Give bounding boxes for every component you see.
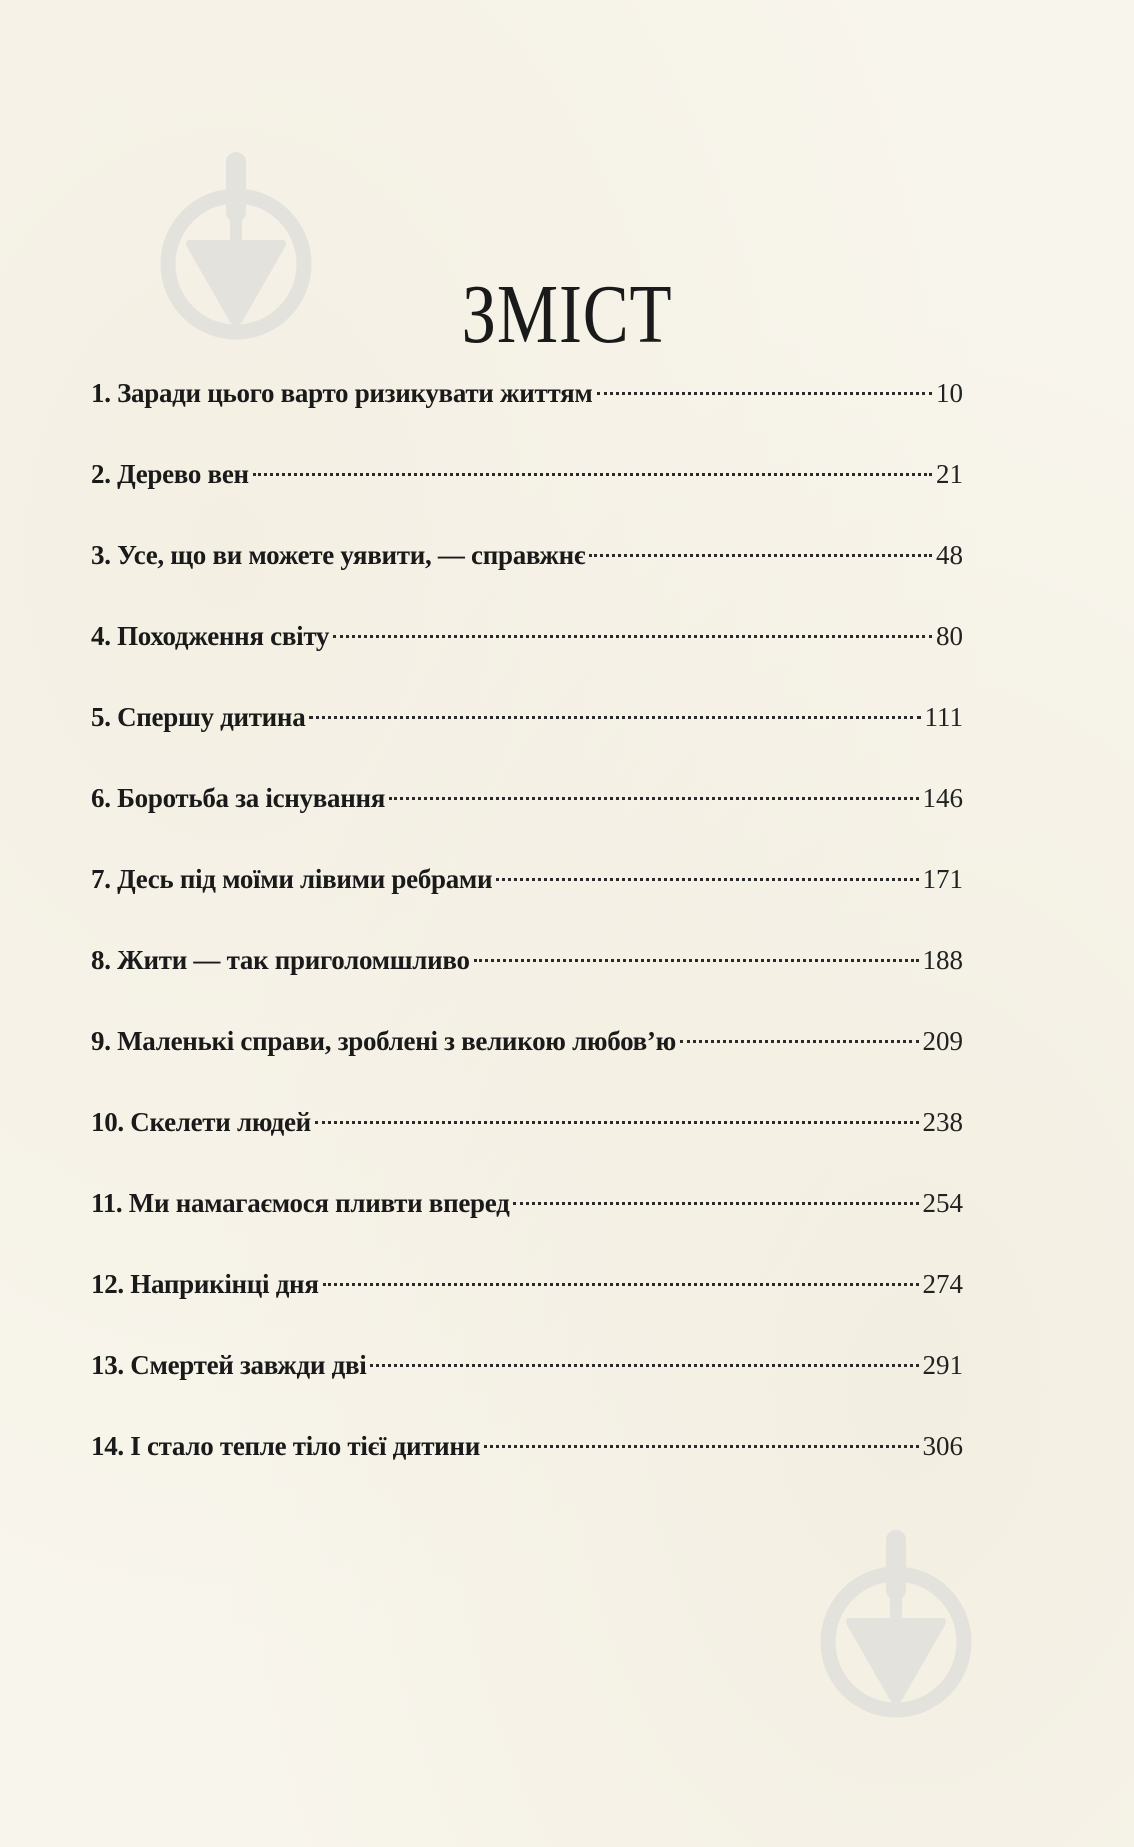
toc-entry-page: 111 [924, 702, 963, 732]
dot-leader [597, 392, 932, 395]
toc-entry[interactable] [91, 618, 963, 699]
dot-leader [333, 635, 932, 638]
toc-entry[interactable] [91, 1266, 963, 1347]
toc-entry[interactable] [91, 537, 963, 618]
dot-leader [323, 1283, 919, 1286]
toc-entry-title: 5. Спершу дитина [91, 702, 306, 732]
toc-entry-page: 291 [922, 1350, 963, 1380]
toc-entry[interactable] [91, 942, 963, 1023]
dot-leader [680, 1040, 919, 1043]
toc-entry[interactable] [91, 1104, 963, 1185]
toc-entry[interactable] [91, 456, 963, 537]
toc-entry-title: 11. Ми намагаємося пливти вперед [91, 1188, 510, 1218]
dot-leader [370, 1364, 918, 1367]
toc-entry-title: 4. Походження світу [91, 621, 330, 651]
toc-entry-title: 14. І стало тепле тіло тієї дитини [91, 1431, 480, 1461]
toc-entry-page: 80 [936, 621, 963, 651]
toc-entry-title: 8. Жити — так приголомшливо [91, 945, 470, 975]
dot-leader [484, 1445, 919, 1448]
toc-entry-page: 209 [922, 1026, 963, 1056]
table-of-contents [91, 375, 963, 1509]
dot-leader [474, 959, 919, 962]
toc-entry[interactable] [91, 1185, 963, 1266]
toc-entry-title: 12. Наприкінці дня [91, 1269, 319, 1299]
toc-entry[interactable] [91, 1023, 963, 1104]
toc-entry-title: 2. Дерево вен [91, 459, 249, 489]
toc-entry-title: 3. Усе, що ви можете уявити, — справжнє [91, 540, 586, 570]
dot-leader [315, 1121, 919, 1124]
toc-entry-title: 10. Скелети людей [91, 1107, 311, 1137]
toc-entry-page: 238 [922, 1107, 963, 1137]
toc-entry-page: 254 [922, 1188, 963, 1218]
toc-entry[interactable] [91, 699, 963, 780]
toc-entry-page: 274 [922, 1269, 963, 1299]
dot-leader [253, 473, 932, 476]
toc-entry-page: 48 [936, 540, 963, 570]
dot-leader [389, 797, 918, 800]
toc-entry[interactable] [91, 1347, 963, 1428]
trowel-circle-icon [818, 1530, 974, 1720]
toc-entry-title: 6. Боротьба за існування [91, 783, 386, 813]
dot-leader [496, 878, 918, 881]
toc-entry-title: 7. Десь під моїми лівими ребрами [91, 864, 493, 894]
dot-leader [589, 554, 932, 557]
dot-leader [309, 716, 920, 719]
toc-entry-page: 306 [922, 1431, 963, 1461]
toc-entry[interactable] [91, 780, 963, 861]
toc-entry-page: 188 [922, 945, 963, 975]
toc-entry[interactable] [91, 861, 963, 942]
toc-entry[interactable] [91, 375, 963, 456]
dot-leader [513, 1202, 918, 1205]
toc-entry-page: 171 [922, 864, 963, 894]
page-title: ЗМІСТ [461, 268, 673, 362]
toc-entry-page: 10 [936, 378, 963, 408]
toc-entry-title: 1. Заради цього варто ризикувати життям [91, 378, 593, 408]
toc-entry-title: 9. Маленькі справи, зроблені з великою любов’ю [91, 1026, 676, 1056]
toc-entry-page: 21 [936, 459, 963, 489]
toc-entry[interactable] [91, 1428, 963, 1509]
toc-entry-page: 146 [922, 783, 963, 813]
toc-entry-title: 13. Смертей завжди дві [91, 1350, 367, 1380]
